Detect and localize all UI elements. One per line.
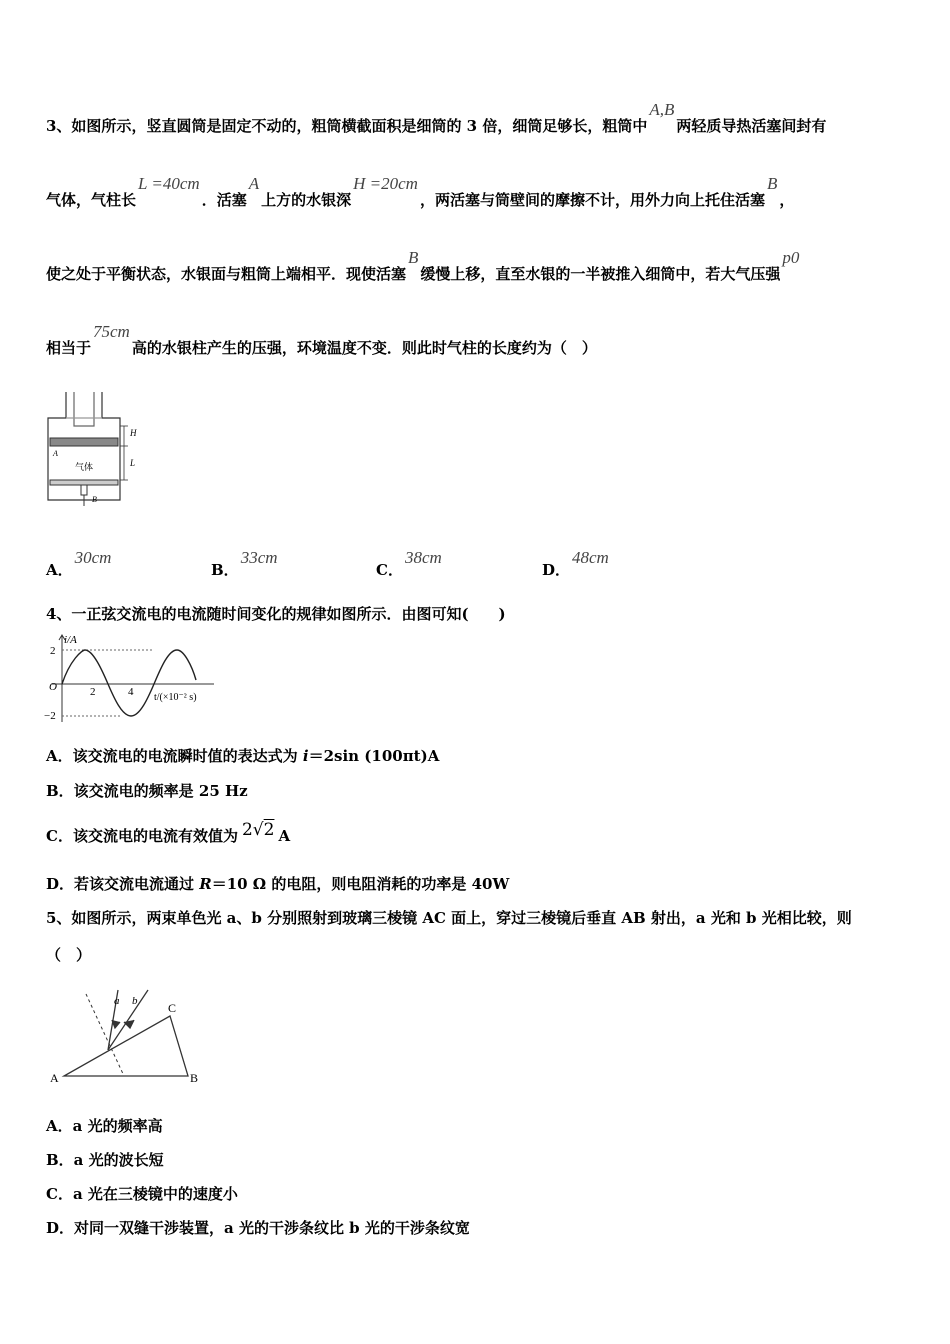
q3-option-b[interactable] [211, 548, 280, 580]
q3-text: 相当于 [46, 339, 92, 357]
q3-option-c[interactable] [376, 548, 444, 580]
q3-text: 两轻质导热活塞间封有 [676, 117, 827, 135]
option-text: C．该交流电的电流有效值为 [46, 827, 238, 845]
y-tick-top: 2 [50, 645, 56, 657]
origin-label: O [49, 681, 57, 693]
q3-text: ，两活塞与筒壁间的摩擦不计，用外力向上托住活塞 [419, 191, 765, 209]
q3-line-2 [46, 174, 795, 210]
sqrt-coef: 2 [241, 820, 253, 840]
q5-stem-line-1: 5、如图所示，两束单色光 a、b 分别照射到玻璃三棱镜 AC 面上，穿过三棱镜后垂直 AB 射出，a 光和 b 光相比较，则 [46, 909, 852, 927]
sqrt-expr: 2√2 [241, 820, 275, 840]
option-text: A [278, 827, 291, 845]
x-tick-2: 2 [90, 686, 96, 698]
q4-option-a[interactable] [46, 746, 439, 766]
q3-text: 3、如图所示，竖直圆筒是固定不动的，粗筒横截面积是细筒的 3 倍，细筒足够长，粗筒中 [46, 117, 648, 135]
math-expr: L =40cm [138, 174, 200, 193]
y-axis-label: i/A [64, 634, 77, 646]
label-B: B [92, 495, 97, 504]
option-text: ＝2sin (100πt)A [308, 747, 440, 765]
label-A: A [53, 449, 58, 458]
q3-option-d[interactable] [542, 548, 611, 580]
option-value: 38cm [404, 548, 442, 567]
q3-text: 使之处于平衡状态，水银面与粗筒上端相平．现使活塞 [46, 265, 407, 283]
q3-text: ， [779, 191, 795, 209]
y-tick-bottom: −2 [44, 710, 56, 722]
ray-a-label: a [114, 995, 120, 1007]
vertex-A: A [50, 1071, 59, 1085]
option-text: ＝10 Ω 的电阻，则电阻消耗的功率是 40W [211, 875, 510, 893]
q3-line-3 [46, 248, 801, 284]
sqrt-radicand: 2 [263, 820, 275, 840]
q3-text: 缓慢上移，直至水银的一半被推入细筒中，若大气压强 [420, 265, 781, 283]
q4-sine-graph [44, 632, 224, 724]
q5-option-c[interactable]: C．a 光在三棱镜中的速度小 [46, 1185, 238, 1203]
q3-text: 上方的水银深 [261, 191, 352, 209]
math-expr: 75cm [93, 322, 130, 341]
x-tick-4: 4 [128, 686, 134, 698]
math-expr: H =20cm [353, 174, 418, 193]
q3-line-4 [46, 322, 597, 358]
label-gas: 气体 [75, 462, 94, 472]
q4-option-c[interactable] [46, 820, 291, 846]
q4-option-b[interactable]: B．该交流电的频率是 25 Hz [46, 782, 248, 800]
q3-line-1 [46, 100, 827, 136]
var-R: R [199, 875, 212, 893]
vertex-C: C [168, 1001, 177, 1015]
q3-option-a[interactable] [46, 548, 113, 580]
q5-option-a[interactable]: A．a 光的频率高 [46, 1117, 163, 1135]
math-expr: p0 [782, 248, 800, 267]
q5-prism-figure [46, 984, 216, 1090]
option-value: 33cm [240, 548, 278, 567]
var-i: i [302, 747, 309, 765]
vertex-B: B [190, 1071, 199, 1085]
q5-option-b[interactable]: B．a 光的波长短 [46, 1151, 164, 1169]
q3-options [46, 545, 906, 579]
q3-text: ．活塞 [201, 191, 247, 209]
ray-b-label: b [132, 995, 138, 1007]
q4-option-d[interactable] [46, 874, 509, 894]
math-expr: A [248, 174, 260, 193]
q5-option-d[interactable]: D．对同一双缝干涉装置，a 光的干涉条纹比 b 光的干涉条纹宽 [46, 1219, 470, 1237]
option-letter: C． [376, 561, 403, 579]
q3-text: 气体，气柱长 [46, 191, 137, 209]
label-L: L [130, 458, 136, 468]
option-letter: A． [46, 561, 73, 579]
math-expr: B [766, 174, 778, 193]
q4-stem: 4、一正弦交流电的电流随时间变化的规律如图所示．由图可知( ) [46, 605, 506, 623]
label-H: H [130, 428, 137, 438]
option-value: 30cm [74, 548, 112, 567]
option-letter: D． [542, 561, 571, 579]
option-letter: B． [211, 561, 239, 579]
sine-curve [62, 650, 196, 716]
option-value: 48cm [572, 548, 609, 567]
x-axis-label: t/(×10⁻² s) [154, 692, 197, 703]
math-expr: A,B [649, 100, 675, 119]
q3-cylinder-figure [44, 388, 154, 508]
option-text: D．若该交流电流通过 [46, 875, 200, 893]
option-text: A．该交流电的电流瞬时值的表达式为 [46, 747, 303, 765]
math-expr: B [408, 248, 419, 267]
q3-text: 高的水银柱产生的压强，环境温度不变．则此时气柱的长度约为（ ） [131, 339, 597, 357]
q5-stem-line-2: （ ） [46, 946, 92, 964]
